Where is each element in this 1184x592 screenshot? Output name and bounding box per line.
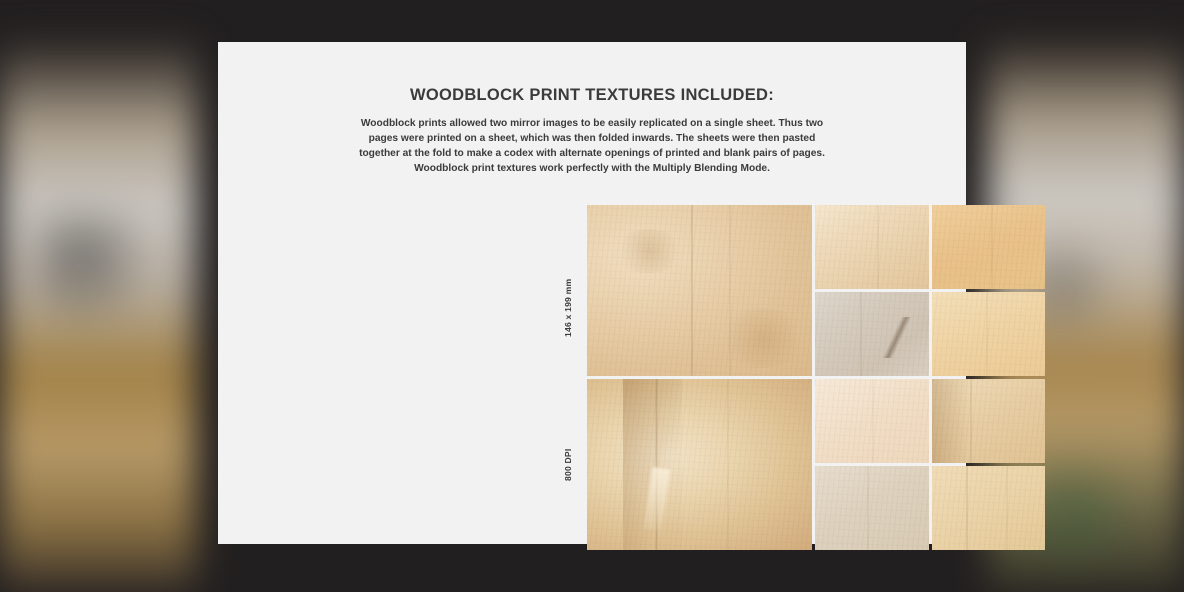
fold-line-icon: [970, 379, 972, 463]
resolution-label: 800 DPI: [563, 448, 573, 482]
fold-line-icon: [860, 292, 862, 376]
woodblock-sheet-large-bottom: [587, 379, 812, 550]
woodblock-swatch-2: [932, 205, 1046, 289]
description-line-3: together at the fold to make a codex with alternate openings of printed and blank pairs of pages.: [359, 147, 825, 159]
fold-line-icon: [872, 379, 874, 463]
dimensions-label: 146 x 199 mm: [563, 278, 573, 338]
stain-blot: [614, 229, 684, 273]
stain-blot: [718, 308, 808, 368]
presentation-slide: [218, 42, 966, 544]
paper-grain-overlay: [587, 379, 812, 550]
description-line-1: Woodblock prints allowed two mirror images to be easily replicated on a single sheet. Thus two: [360, 118, 824, 129]
paper-grain-overlay: [932, 292, 1046, 376]
woodblock-swatch-1: [815, 205, 929, 289]
woodblock-swatch-4: [932, 292, 1046, 376]
fold-line-icon: [877, 205, 879, 289]
woodblock-swatch-5: [815, 379, 929, 463]
woodblock-swatch-8: [932, 466, 1046, 550]
texture-grid: [587, 205, 1045, 550]
fold-line-icon: [727, 379, 729, 550]
background-preview-left: [0, 41, 196, 592]
paper-grain-overlay: [932, 466, 1046, 550]
paper-grain-overlay: [815, 205, 929, 289]
paper-grain-overlay: [815, 466, 929, 550]
edge-shadow: [932, 379, 971, 463]
woodblock-swatch-3: [815, 292, 929, 376]
side-label-group: [563, 205, 587, 550]
texture-grid-wrapper: [563, 205, 1045, 550]
fold-line-icon: [966, 466, 968, 550]
paper-grain-overlay: [932, 205, 1046, 289]
fold-line-icon: [691, 205, 693, 376]
woodblock-swatch-6: [932, 379, 1046, 463]
fold-line-icon: [1006, 466, 1008, 550]
crease-mark: [881, 317, 913, 357]
fold-line-icon: [867, 466, 869, 550]
description-line-2: pages were printed on a sheet, which was then folded inwards. The sheets were then pasted: [368, 132, 816, 144]
description-line-4: Woodblock print textures work perfectly with the Multiply Blending Mode.: [414, 162, 770, 174]
woodblock-sheet-large-top: [587, 205, 812, 376]
description-text: [340, 117, 845, 177]
page-title: WOODBLOCK PRINT TEXTURES INCLUDED:: [409, 86, 775, 104]
woodblock-swatch-7: [815, 466, 929, 550]
fold-line-icon: [991, 205, 993, 289]
fold-line-icon: [986, 292, 988, 376]
